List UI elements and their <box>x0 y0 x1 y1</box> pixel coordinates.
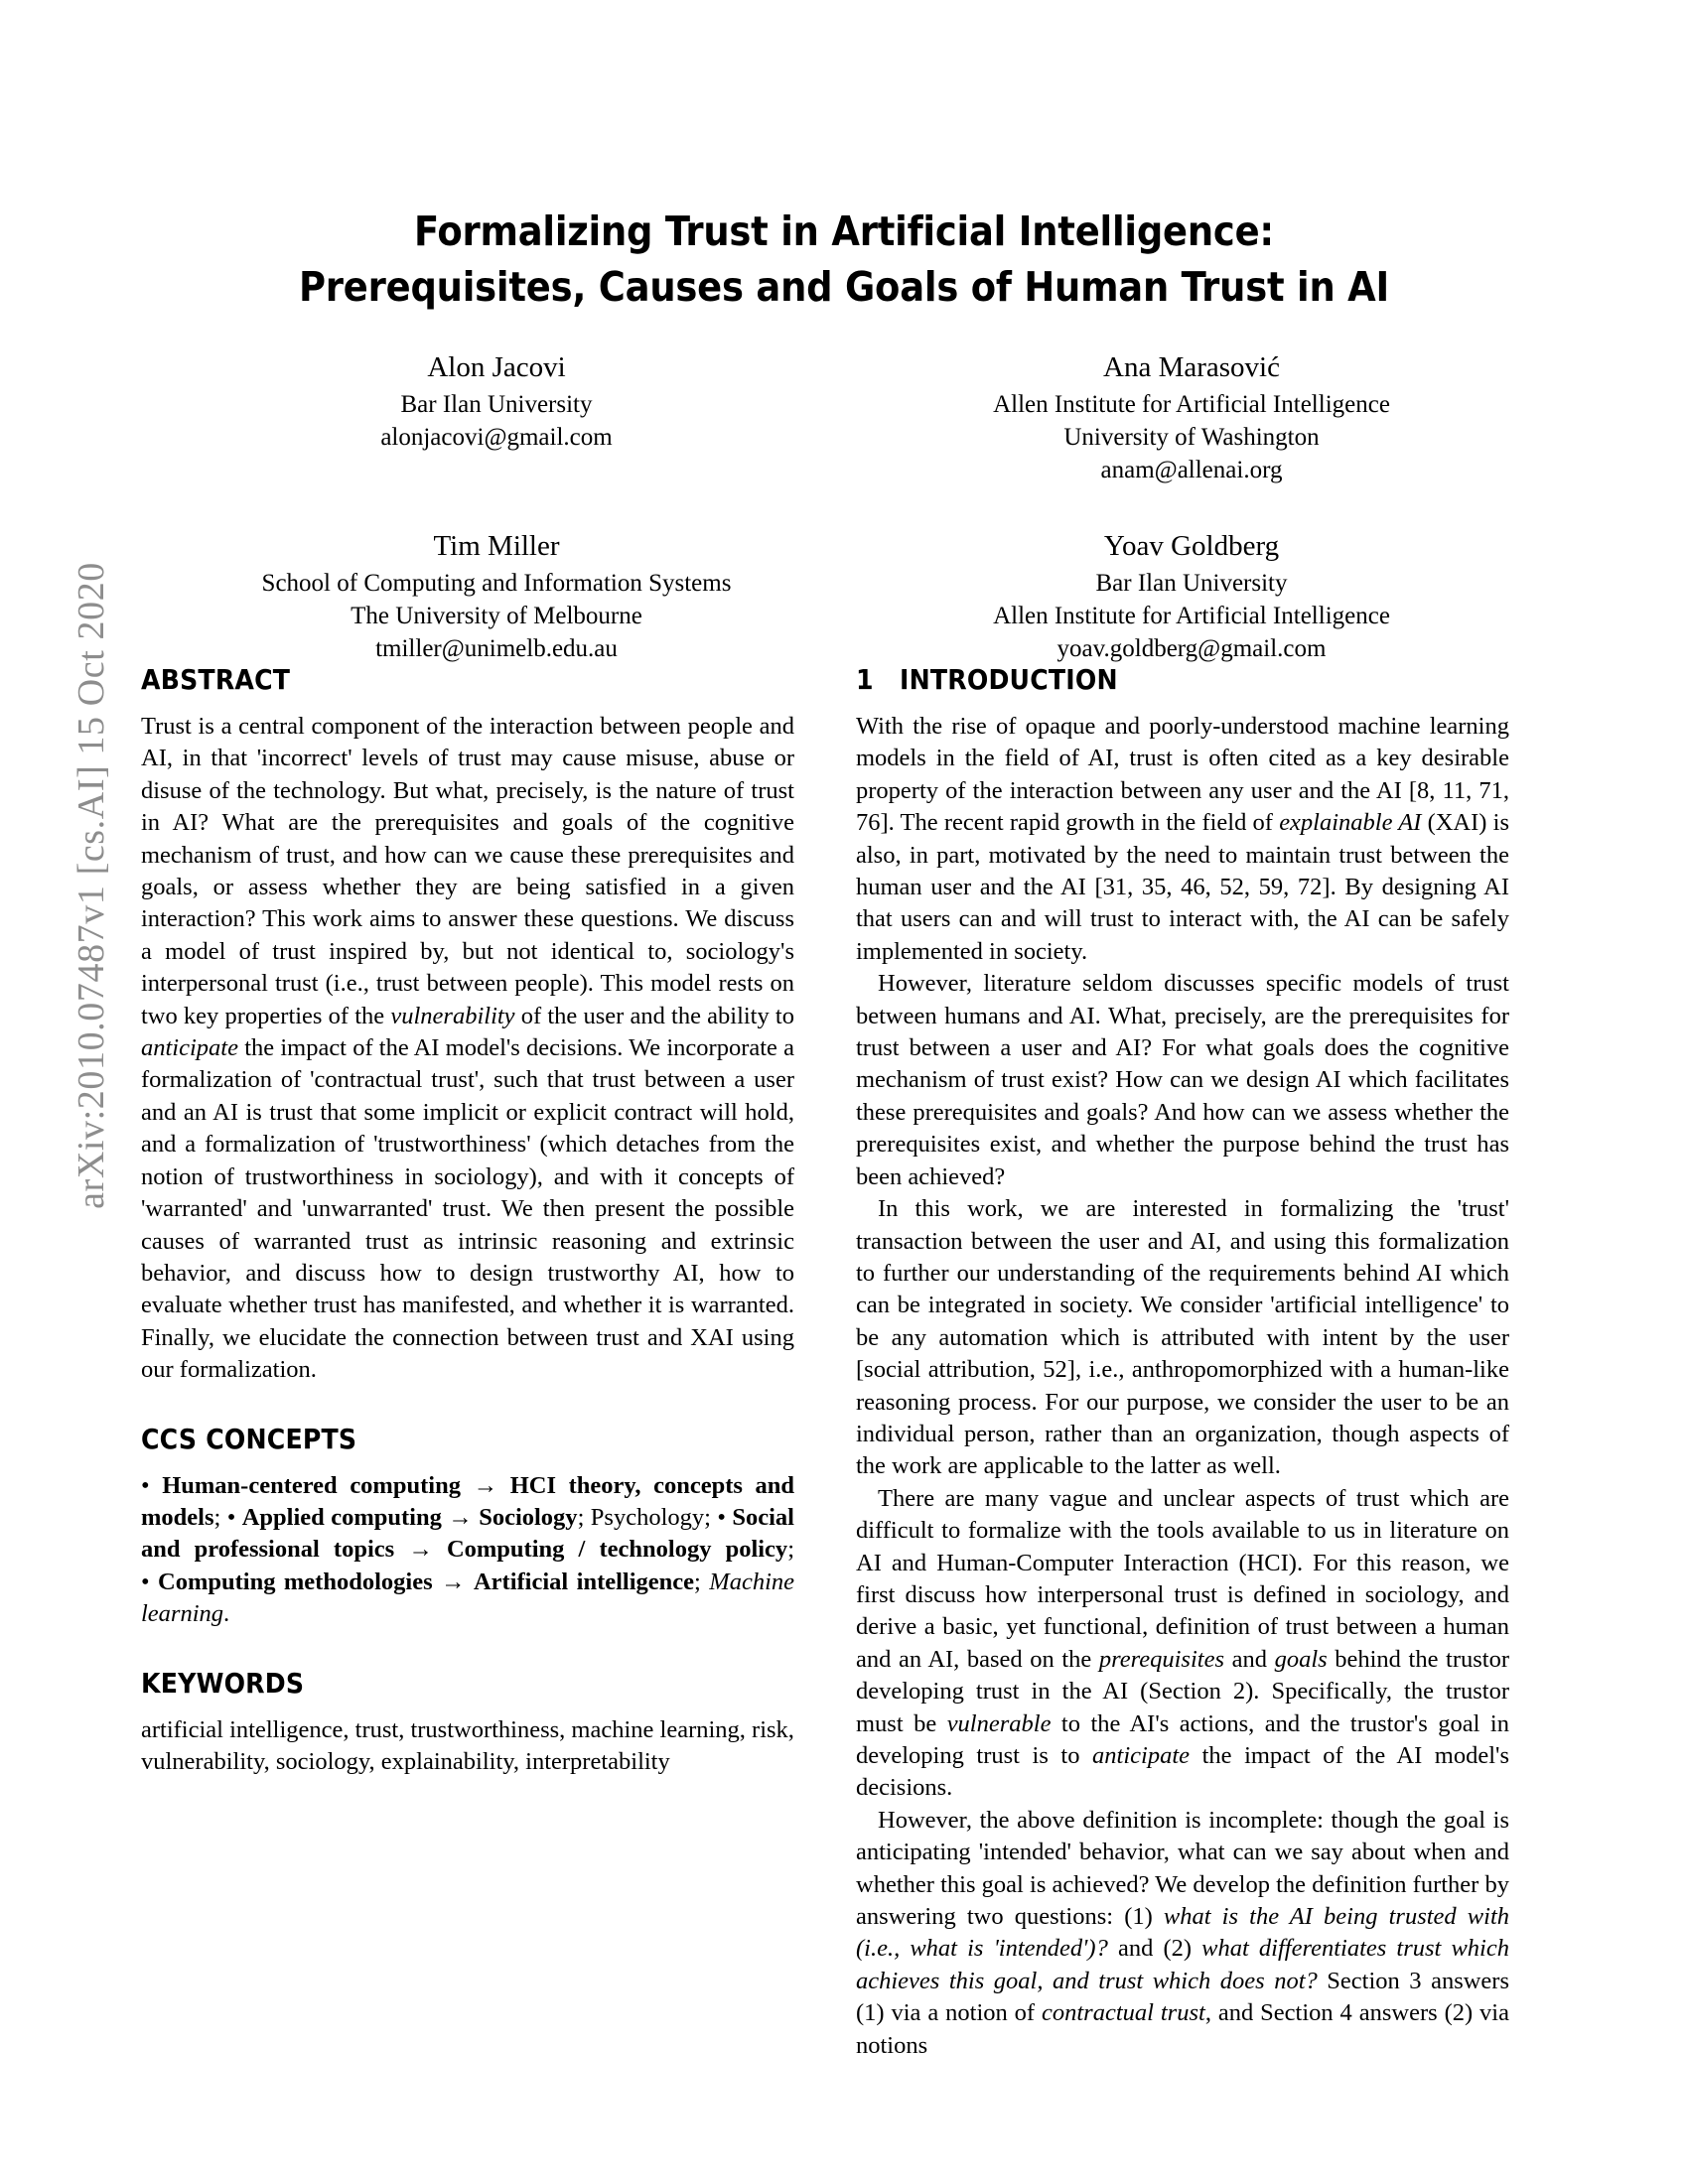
intro-p4-d: to the AI's actions, and the trustor's goal in developing trust is to <box>856 1709 1509 1769</box>
keywords-heading: KEYWORDS <box>141 1666 305 1700</box>
author-affiliation: Bar Ilan University <box>1095 570 1288 597</box>
author-name: Alon Jacovi <box>427 351 566 383</box>
ccs-term: Applied computing <box>241 1503 442 1531</box>
author-block <box>149 347 1539 665</box>
abstract-part-a: Trust is a central component of the interaction between people and AI, in that 'incorrect' levels of trust may cause misuse, abuse or disuse of the technology. But what, precisely, is the nature of trust in AI? What are the prerequisites and goals of the cognitive mechanism of trust, and how can we cause these prerequisites and goals, or assess whether they are being satisfied in a given interaction? This work aims to answer these questions. We discuss a model of trust inspired by, but not identical to, sociology's interpersonal trust (i.e., trust between people). This model rests on two key properties of the <box>141 713 794 1029</box>
intro-p4-em-prerequisites: prerequisites <box>1098 1645 1224 1673</box>
ccs-term: Artificial intelligence <box>473 1568 695 1595</box>
author-cell <box>149 347 844 486</box>
author-affiliation: The University of Melbourne <box>351 603 642 629</box>
ccs-heading: CCS CONCEPTS <box>141 1422 357 1455</box>
intro-p1-b: (XAI) is also, in part, motivated by the need to maintain trust between the human user and the AI [31, 35, 46, 52, 59, 72]. By designing AI that users can and will trust to interact with, the AI can be safely implemented in society. <box>856 809 1509 965</box>
right-column <box>856 663 1509 2062</box>
ccs-term: HCI theory, concepts and models <box>141 1471 795 1531</box>
ccs-term: Human-centered computing <box>162 1471 461 1499</box>
ccs-bullet-icon: • <box>141 1568 150 1595</box>
title-line-1: Formalizing Trust in Artificial Intelligence: <box>414 207 1274 255</box>
intro-paragraph-5 <box>856 1805 1509 2062</box>
ccs-arrow-icon: → <box>448 1503 473 1531</box>
author-affiliation: School of Computing and Information Systems <box>261 570 732 597</box>
author-affiliation: Allen Institute for Artificial Intelligence <box>993 603 1390 629</box>
author-row <box>149 526 1539 665</box>
ccs-concepts-text: • Human-centered computing → HCI theory, concepts and models; • Applied computing → Sociology; Psychology; • Social and professional topics → Computing / technology policy; • Computing methodologies → Artificial intelligence; Machine learning. <box>141 1471 795 1628</box>
abstract-text <box>141 711 794 1387</box>
intro-paragraph-2: However, literature seldom discusses specific models of trust between humans and AI. What, precisely, are the prerequisites for trust between a user and AI? For what goals does the cognitive mechanism of trust exist? How can we design AI which facilitates these prerequisites and goals? And how can we assess whether the prerequisites exist, and whether the purpose behind the trust has been achieved? <box>856 970 1509 1190</box>
ccs-term: Computing / technology policy <box>446 1536 788 1564</box>
intro-p4-em-vulnerable: vulnerable <box>946 1709 1052 1737</box>
intro-paragraph-1 <box>856 711 1509 968</box>
ccs-italic-term: Machine learning <box>141 1568 795 1628</box>
ccs-bullet-icon: • <box>141 1471 150 1499</box>
title-line-2: Prerequisites, Causes and Goals of Human Trust in AI <box>298 263 1390 311</box>
ccs-bullet-icon: • <box>226 1503 236 1531</box>
intro-p5-em-question2: what differentiates trust which achieves this goal, and trust which does not? <box>856 1935 1509 1994</box>
author-row <box>149 347 1539 486</box>
author-email[interactable]: tmiller@unimelb.edu.au <box>375 635 618 662</box>
abstract-heading: ABSTRACT <box>141 663 291 696</box>
abstract-part-c: the impact of the AI model's decisions. We incorporate a formalization of 'contractual trust', such that trust between a user and an AI is trust that some implicit or explicit contract will hold, and a formalization of 'trustworthiness' (which detaches from the notion of trustworthiness in sociology), and with it concepts of 'warranted' and 'unwarranted' trust. We then present the possible causes of warranted trust as intrinsic reasoning and extrinsic behavior, and discuss how to design trustworthy AI, how to evaluate whether trust has manifested, and whether it is warranted. Finally, we elucidate the connection between trust and XAI using our formalization. <box>141 1034 794 1384</box>
intro-p5-b: and (2) <box>1107 1935 1202 1963</box>
author-name: Ana Marasović <box>1103 351 1280 383</box>
abstract-em-vulnerability: vulnerability <box>390 1002 515 1029</box>
ccs-sep: ; <box>213 1503 221 1531</box>
ccs-sep: ; <box>704 1503 711 1531</box>
arxiv-stamp: arXiv:2010.07487v1 [cs.AI] 15 Oct 2020 <box>70 562 112 1209</box>
section-number: 1 <box>856 663 874 696</box>
author-affiliation: University of Washington <box>1063 424 1320 451</box>
intro-paragraph-3: In this work, we are interested in formalizing the 'trust' transaction between the user and AI, and using this formalization to further our understanding of the requirements behind AI which can be integrated in society. We consider 'artificial intelligence' to be any automation which is attributed with intent by the user [social attribution, 52], i.e., anthropomorphized with a human-like reasoning process. For our purpose, we consider the user to be an individual person, rather than an organization, though aspects of the work are applicable to the latter as well. <box>856 1195 1509 1480</box>
ccs-bullet-icon: • <box>717 1503 726 1531</box>
author-email[interactable]: yoav.goldberg@gmail.com <box>1056 635 1327 662</box>
intro-p4-em-anticipate: anticipate <box>1092 1742 1191 1769</box>
intro-p1-a: With the rise of opaque and poorly-understood machine learning models in the field of AI, trust is often cited as a key desirable property of the interaction between any user and the AI [8, 11, 71, 76]. The recent rapid growth in the field of <box>856 713 1509 837</box>
keywords-text: artificial intelligence, trust, trustworthiness, machine learning, risk, vulnerability, sociology, explainability, interpretability <box>141 1715 794 1775</box>
intro-p4-e: the impact of the AI model's decisions. <box>856 1742 1509 1802</box>
author-cell <box>844 526 1539 665</box>
author-cell <box>844 347 1539 486</box>
ccs-sep: ; <box>577 1503 585 1531</box>
intro-p4-b: and <box>1224 1645 1275 1673</box>
ccs-term: Social and professional topics <box>141 1503 794 1564</box>
ccs-sep: ; <box>787 1536 794 1564</box>
author-name: Tim Miller <box>433 530 560 562</box>
intro-p4-em-goals: goals <box>1274 1645 1328 1673</box>
intro-p4-c: behind the trustor developing trust in the AI (Section 2). Specifically, the trustor must be <box>856 1645 1510 1737</box>
ccs-plain-term: Psychology <box>590 1503 705 1531</box>
abstract-part-b: of the user and the ability to <box>514 1002 794 1029</box>
abstract-em-anticipate: anticipate <box>141 1034 238 1062</box>
introduction-heading <box>856 663 1509 697</box>
intro-p5-c: Section 3 answers (1) via a notion of <box>856 1967 1509 2027</box>
ccs-arrow-icon: → <box>473 1471 498 1499</box>
author-cell <box>149 526 844 665</box>
intro-p5-em-contractual: contractual trust <box>1042 1999 1205 2027</box>
intro-p5-a: However, the above definition is incomplete: though the goal is anticipating 'intended' behavior, what can we say about when and whether this goal is achieved? We develop the definition further by answering two questions: (1) <box>856 1806 1509 1931</box>
author-email[interactable]: alonjacovi@gmail.com <box>380 424 613 451</box>
ccs-sep: ; <box>694 1568 701 1595</box>
ccs-arrow-icon: → <box>408 1536 433 1564</box>
ccs-term: Sociology <box>479 1503 578 1531</box>
intro-p5-em-question1: what is the AI being trusted with (i.e., what is 'intended')? <box>856 1903 1509 1963</box>
intro-paragraph-4 <box>856 1483 1509 1805</box>
ccs-term: Computing methodologies <box>158 1568 433 1595</box>
intro-p1-em: explainable AI <box>1279 809 1422 837</box>
intro-p4-a: There are many vague and unclear aspects of trust which are difficult to formalize with the tools available to us in literature on AI and Human-Computer Interaction (HCI). For this reason, we first discuss how interpersonal trust is defined in sociology, and derive a basic, yet functional, definition of trust between a human and an AI, based on the <box>856 1484 1509 1673</box>
author-email[interactable]: anam@allenai.org <box>1100 457 1283 483</box>
section-title: INTRODUCTION <box>900 663 1118 696</box>
author-affiliation: Allen Institute for Artificial Intelligence <box>993 391 1390 418</box>
page-title <box>174 204 1514 315</box>
author-name: Yoav Goldberg <box>1103 530 1280 562</box>
author-affiliation: Bar Ilan University <box>400 391 593 418</box>
ccs-arrow-icon: → <box>441 1568 466 1595</box>
left-column <box>141 663 794 1778</box>
intro-p5-d: , and Section 4 answers (2) via notions <box>856 1999 1509 2059</box>
